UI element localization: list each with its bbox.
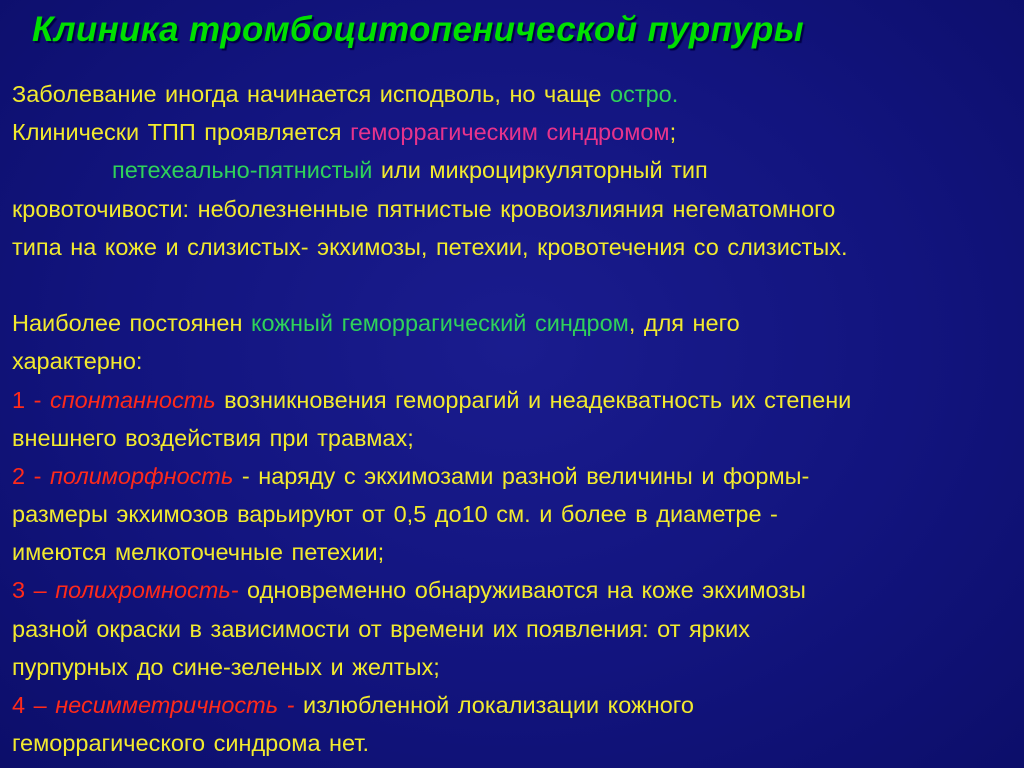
p1-line-5: типа на коже и слизистых- экхимозы, петехии, кровотечения со слизистых.	[12, 233, 848, 260]
item-3-line-3: пурпурных до сине-зеленых и желтых;	[12, 653, 440, 680]
text-fragment: излюбленной локализации кожного	[294, 692, 694, 718]
item-term: несимметричность -	[55, 692, 295, 718]
text-fragment: Заболевание иногда начинается исподволь, но чаще	[12, 81, 611, 107]
p1-line-2	[12, 113, 1017, 151]
item-2-line-2: размеры экхимозов варьируют от 0,5 до10 см. и более в диаметре -	[12, 501, 778, 528]
item-4-line-1	[12, 686, 1017, 724]
p1-line-3	[12, 151, 1017, 189]
item-term: спонтанность	[49, 386, 216, 413]
item-4-line-2: геморрагического синдрома нет.	[12, 730, 370, 757]
item-2-line-3: имеются мелкоточечные петехии;	[12, 539, 385, 566]
p2-line-1	[12, 304, 1017, 342]
item-1-line-1	[12, 381, 1017, 419]
text-fragment: ;	[669, 119, 677, 146]
text-fragment: возникновения геморрагий и неадекватность их степени	[215, 386, 852, 413]
text-fragment: , для него	[628, 310, 740, 337]
text-fragment: Наиболее постоянен	[12, 310, 251, 337]
text-fragment: или микроциркуляторный тип	[372, 157, 708, 184]
text-fragment: - наряду с экхимозами разной величины и формы-	[233, 462, 810, 489]
item-number: 3 –	[12, 577, 56, 604]
p2-line-2: характерно:	[12, 348, 143, 375]
highlight-petechial-type: петехеально-пятнистый	[112, 157, 373, 184]
item-term: полихромность-	[55, 577, 239, 604]
item-2-line-1	[12, 457, 1017, 495]
text-fragment: одновременно обнаруживаются на коже экхимозы	[238, 577, 806, 604]
item-number: 4 –	[12, 692, 56, 718]
highlight-ostro: остро.	[610, 81, 679, 107]
p1-line-1	[12, 75, 1017, 113]
highlight-skin-syndrome: кожный геморрагический синдром	[250, 310, 629, 337]
paragraph-gap	[12, 266, 1017, 304]
item-1-line-2: внешнего воздействия при травмах;	[12, 424, 414, 451]
item-number: 1 -	[12, 386, 50, 413]
item-3-line-2: разной окраски в зависимости от времени их появления: от ярких	[12, 615, 750, 642]
item-3-line-1	[12, 571, 1017, 609]
slide-title: Клиника тромбоцитопенической пурпуры	[32, 10, 804, 49]
slide-body	[12, 75, 1017, 762]
text-fragment: Клинически ТПП проявляется	[12, 119, 351, 146]
item-number: 2 -	[12, 462, 50, 489]
item-term: полиморфность	[49, 462, 234, 489]
p1-line-4: кровоточивости: неболезненные пятнистые кровоизлияния негематомного	[12, 195, 836, 222]
highlight-hemorrhagic-syndrome: геморрагическим синдромом	[350, 119, 670, 146]
